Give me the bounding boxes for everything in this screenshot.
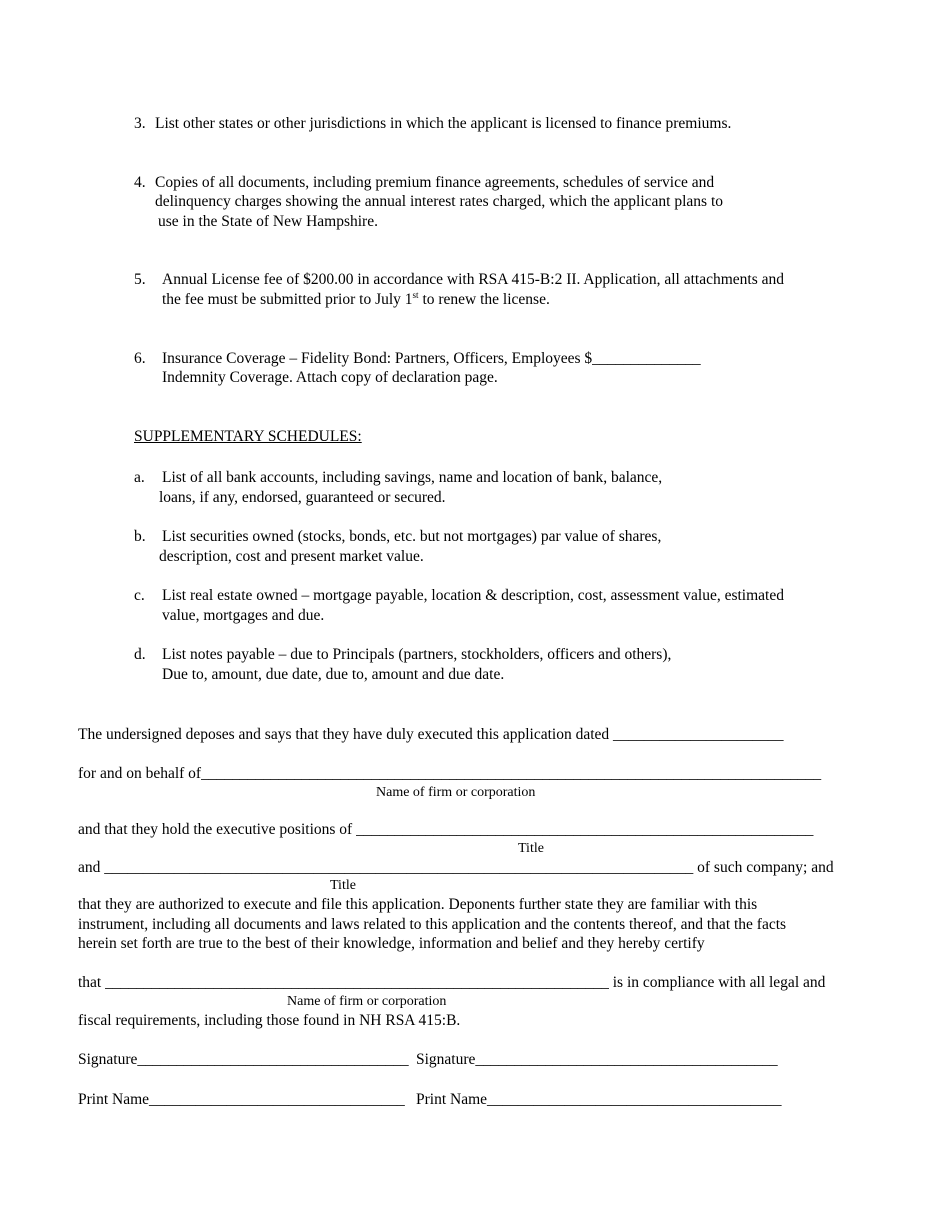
title-label-1: Title xyxy=(518,841,544,856)
title-label-2: Title xyxy=(330,878,356,893)
item-4-line-2: delinquency charges showing the annual interest rates charged, which the applicant plans to xyxy=(155,193,724,210)
schedule-c-letter: c. xyxy=(134,587,145,604)
schedule-a-line-2: loans, if any, endorsed, guaranteed or secured. xyxy=(159,489,446,506)
item-5-line-2 xyxy=(162,290,550,309)
schedule-c-line-2: value, mortgages and due. xyxy=(162,607,325,624)
schedule-b-line-2: description, cost and present market value. xyxy=(159,548,424,565)
schedule-d-line-1: List notes payable – due to Principals (partners, stockholders, officers and others), xyxy=(162,646,672,663)
schedule-a-line-1: List of all bank accounts, including savings, name and location of bank, balance, xyxy=(162,469,663,486)
schedule-d-line-2: Due to, amount, due date, due to, amount and due date. xyxy=(162,666,505,683)
fiscal-requirements-line: fiscal requirements, including those found in NH RSA 415:B. xyxy=(78,1012,461,1029)
item-6-line-2: Indemnity Coverage. Attach copy of declaration page. xyxy=(162,369,498,386)
schedule-b-line-1: List securities owned (stocks, bonds, etc. but not mortgages) par value of shares, xyxy=(162,528,662,545)
affidavit-paragraph-line-1: that they are authorized to execute and file this application. Deponents further state they are familiar with this xyxy=(78,896,758,913)
second-position-line: and ____________________________________________________________________________ of such company; and xyxy=(78,859,834,876)
print-name-field-2: Print Name______________________________________ xyxy=(416,1091,782,1108)
item-5-line-2-start: the fee must be submitted prior to July 1 xyxy=(162,291,413,308)
item-4-line-3: use in the State of New Hampshire. xyxy=(158,213,378,230)
executive-positions-line: and that they hold the executive positions of ___________________________________________________________ xyxy=(78,821,814,838)
schedule-c-line-1: List real estate owned – mortgage payable, location & description, cost, assessment value, estimated xyxy=(162,587,784,604)
item-6-line-1: Insurance Coverage – Fidelity Bond: Partners, Officers, Employees $______________ xyxy=(162,350,701,367)
schedule-d-letter: d. xyxy=(134,646,146,663)
item-4-line-1: Copies of all documents, including premium finance agreements, schedules of service and xyxy=(155,174,715,191)
supplementary-heading: SUPPLEMENTARY SCHEDULES: xyxy=(134,428,362,445)
firm-name-label-2: Name of firm or corporation xyxy=(287,994,447,1009)
signature-field-1: Signature___________________________________ xyxy=(78,1051,409,1068)
signature-field-2: Signature_______________________________________ xyxy=(416,1051,778,1068)
item-3-text: List other states or other jurisdictions in which the applicant is licensed to finance premiums. xyxy=(155,115,732,132)
affidavit-paragraph-line-2: instrument, including all documents and laws related to this application and the contents thereof, and that the facts xyxy=(78,916,787,933)
item-5-line-2-end: to renew the license. xyxy=(418,291,550,308)
item-3-number: 3. xyxy=(134,115,146,132)
firm-name-label-1: Name of firm or corporation xyxy=(376,785,536,800)
item-6-number: 6. xyxy=(134,350,146,367)
schedule-a-letter: a. xyxy=(134,469,145,486)
item-5-superscript: st xyxy=(412,290,419,300)
item-5-number: 5. xyxy=(134,271,146,288)
schedule-b-letter: b. xyxy=(134,528,146,545)
print-name-field-1: Print Name_________________________________ xyxy=(78,1091,405,1108)
firm-behalf-line: for and on behalf of________________________________________________________________________________ xyxy=(78,765,822,782)
item-5-line-1: Annual License fee of $200.00 in accordance with RSA 415-B:2 II. Application, all attachments and xyxy=(162,271,784,288)
item-4-number: 4. xyxy=(134,174,146,191)
application-dated-line: The undersigned deposes and says that they have duly executed this application dated ______________________ xyxy=(78,726,784,743)
affidavit-paragraph-line-3: herein set forth are true to the best of their knowledge, information and belief and they hereby certify xyxy=(78,935,705,952)
certify-firm-line: that _________________________________________________________________ is in compliance with all legal and xyxy=(78,974,826,991)
